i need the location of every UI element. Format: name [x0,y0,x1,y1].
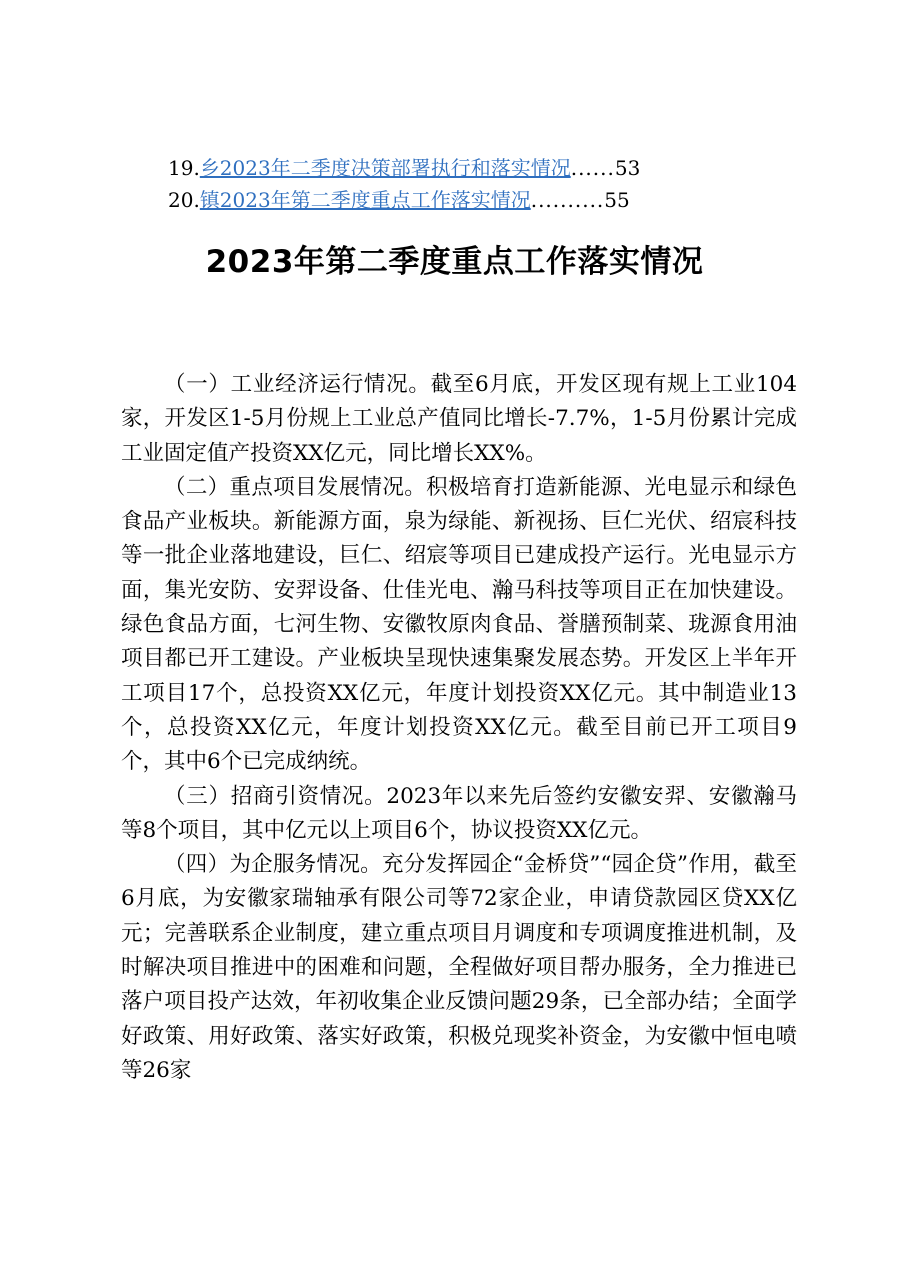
toc-item-19 [168,152,768,184]
paragraph-investment-attraction: （三）招商引资情况。2023年以来先后签约安徽安羿、安徽瀚马等8个项目，其中亿元以上项目6个，协议投资XX亿元。 [121,783,797,843]
toc-leader-dots: .......... [530,188,605,212]
document-title: 2023年第二季度重点工作落实情况 [205,244,704,280]
paragraph-industrial-economy: （一）工业经济运行情况。截至6月底，开发区现有规上工业104家，开发区1-5月份规上工业总产值同比增长-7.7%，1-5月份累计完成工业固定值产投资XX亿元，同比增长XX%。 [121,372,797,466]
document-body [121,368,797,1088]
toc-item-20 [168,184,768,216]
paragraph-key-projects: （二）重点项目发展情况。积极培育打造新能源、光电显示和绿色食品产业板块。新能源方面，泉为绿能、新视扬、巨仁光伏、绍宸科技等一批企业落地建设，巨仁、绍宸等项目已建成投产运行。光电显示方面，集光安防、安羿设备、仕佳光电、瀚马科技等项目正在加快建设。绿色食品方面，七河生物、安徽牧原肉食品、誉膳预制菜、珑源食用油项目都已开工建设。产业板块呈现快速集聚发展态势。开发区上半年开工项目17个，总投资XX亿元，年度计划投资XX亿元。其中制造业13个，总投资XX亿元，年度计划投资XX亿元。截至目前已开工项目9个，其中6个已完成纳统。 [121,474,797,775]
toc-link[interactable]: 乡2023年二季度决策部署执行和落实情况 [199,156,571,180]
toc-page-number: 53 [614,156,641,180]
toc-link[interactable]: 镇2023年第二季度重点工作落实情况 [199,188,531,212]
table-of-contents [168,152,768,216]
toc-number: 19. [168,156,200,180]
toc-leader-dots: ...... [570,156,615,180]
toc-page-number: 55 [604,188,630,212]
toc-number: 20. [168,188,200,212]
paragraph-enterprise-service: （四）为企服务情况。充分发挥园企“金桥贷”“园企贷”作用，截至6月底，为安徽家瑞轴承有限公司等72家企业，申请贷款园区贷XX亿元；完善联系企业制度，建立重点项目月调度和专项调度推进机制，及时解决项目推进中的困难和问题，全程做好项目帮办服务，全力推进已落户项目投产达效，年初收集企业反馈问题29条，已全部办结；全面学好政策、用好政策、落实好政策，积极兑现奖补资金，为安徽中恒电喷等26家 [121,852,797,1083]
